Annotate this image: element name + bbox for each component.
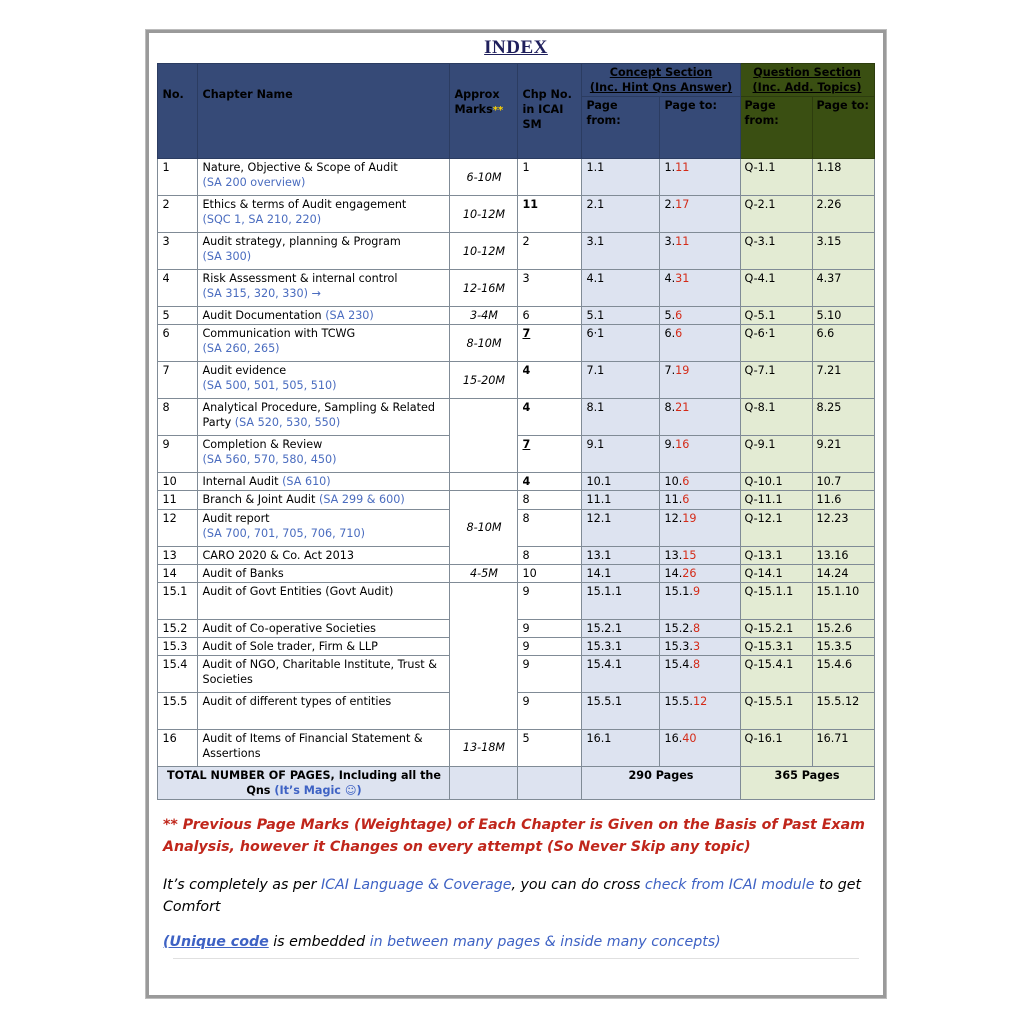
cell-chapter-name: Audit strategy, planning & Program (SA 300): [198, 233, 450, 270]
total-row: [158, 766, 874, 799]
cell-chp-no: 8: [518, 491, 582, 509]
cell-concept-page-to: 15.1.9: [660, 582, 740, 619]
cell-concept-page-from: 3.1: [582, 233, 660, 270]
cell-concept-page-from: 15.5.1: [582, 692, 660, 729]
footer-divider: [173, 958, 859, 959]
cell-approx-marks: 10-12M: [450, 196, 518, 233]
cell-concept-page-from: 15.2.1: [582, 619, 660, 637]
group-header-row: [158, 64, 874, 97]
cell-concept-page-to: 13.15: [660, 546, 740, 564]
cell-concept-page-to: 4.31: [660, 270, 740, 307]
cell-chapter-name: Audit of NGO, Charitable Institute, Trust & Societies: [198, 655, 450, 692]
cell-chapter-name: Internal Audit (SA 610): [198, 473, 450, 491]
cell-concept-page-from: 16.1: [582, 729, 660, 766]
table-row: [158, 270, 874, 307]
cell-question-page-from: Q-7.1: [740, 362, 812, 399]
title-bar: [149, 33, 883, 63]
cell-chapter-name: Audit report (SA 700, 701, 705, 706, 710): [198, 509, 450, 546]
cell-concept-page-to: 15.4.8: [660, 655, 740, 692]
cell-chp-no: 5: [518, 729, 582, 766]
cell-chapter-name: Communication with TCWG (SA 260, 265): [198, 325, 450, 362]
cell-approx-marks: [450, 399, 518, 473]
page-to-red-digits: 3: [692, 639, 701, 653]
cell-question-page-from: Q-15.1.1: [740, 582, 812, 619]
page-to-red-digits: 31: [675, 272, 690, 286]
cell-no: 7: [158, 362, 198, 399]
asterisk-marker: **: [492, 105, 504, 117]
cell-chp-no: 9: [518, 637, 582, 655]
cell-chapter-name: Analytical Procedure, Sampling & Related Party (SA 520, 530, 550): [198, 399, 450, 436]
cell-chapter-name: Audit of Co-operative Societies: [198, 619, 450, 637]
total-label-main: TOTAL NUMBER OF PAGES, Including all the Qns: [166, 768, 441, 798]
cell-no: 15.2: [158, 619, 198, 637]
cell-chapter-name: Audit evidence (SA 500, 501, 505, 510): [198, 362, 450, 399]
cell-chapter-name: Ethics & terms of Audit engagement (SQC 1, SA 210, 220): [198, 196, 450, 233]
cell-question-page-to: 10.7: [812, 473, 874, 491]
cell-question-page-to: 15.2.6: [812, 619, 874, 637]
cell-question-page-from: Q-6·1: [740, 325, 812, 362]
cell-approx-marks: [450, 582, 518, 729]
cell-approx-marks: 8-10M: [450, 491, 518, 564]
cell-approx-marks: 15-20M: [450, 362, 518, 399]
cell-chapter-name: Audit of different types of entities: [198, 692, 450, 729]
sa-reference: (SA 610): [282, 475, 331, 489]
cell-chapter-name: Audit Documentation (SA 230): [198, 307, 450, 325]
cell-chp-no: 2: [518, 233, 582, 270]
cell-chp-no: 4: [518, 399, 582, 436]
cell-chp-no: 7: [518, 436, 582, 473]
header-group-concept-line1: Concept Section: [609, 66, 713, 79]
cell-chp-no: 9: [518, 655, 582, 692]
table-row: [158, 307, 874, 325]
cell-concept-page-to: 14.26: [660, 564, 740, 582]
sa-reference: (SA 300): [202, 250, 252, 264]
header-question-page-from: Page from:: [740, 97, 812, 159]
cell-no: 8: [158, 399, 198, 436]
cell-concept-page-to: 2.17: [660, 196, 740, 233]
note3-unique-code: (Unique code: [163, 934, 269, 951]
cell-chp-no: 8: [518, 509, 582, 546]
table-row: [158, 582, 874, 619]
cell-question-page-to: 15.3.5: [812, 637, 874, 655]
table-row: [158, 729, 874, 766]
cell-chp-no: 8: [518, 546, 582, 564]
table-row: [158, 325, 874, 362]
cell-concept-page-from: 15.1.1: [582, 582, 660, 619]
cell-chp-no: 4: [518, 473, 582, 491]
note2-part3: , you can do cross: [511, 877, 645, 894]
cell-question-page-to: 13.16: [812, 546, 874, 564]
cell-chp-no: 1: [518, 159, 582, 196]
sa-reference: (SA 260, 265): [202, 342, 280, 356]
cell-concept-page-from: 8.1: [582, 399, 660, 436]
cell-concept-page-to: 6.6: [660, 325, 740, 362]
header-group-concept-line2: (Inc. Hint Qns Answer): [589, 81, 733, 95]
notes-section: [149, 800, 883, 953]
table-header: [158, 64, 874, 159]
cell-question-page-from: Q-15.3.1: [740, 637, 812, 655]
cell-chp-no: 7: [518, 325, 582, 362]
cell-question-page-from: Q-13.1: [740, 546, 812, 564]
cell-question-page-from: Q-10.1: [740, 473, 812, 491]
note2-part1: It’s completely as per: [163, 877, 321, 894]
cell-concept-page-to: 16.40: [660, 729, 740, 766]
cell-concept-page-from: 1.1: [582, 159, 660, 196]
cell-concept-page-from: 13.1: [582, 546, 660, 564]
header-chp-no-icai: [518, 64, 582, 159]
cell-approx-marks: 10-12M: [450, 233, 518, 270]
cell-question-page-to: 11.6: [812, 491, 874, 509]
note-icai-coverage: [163, 874, 871, 918]
total-label: [158, 766, 450, 799]
cell-approx-marks: 12-16M: [450, 270, 518, 307]
cell-no: 14: [158, 564, 198, 582]
cell-concept-page-from: 9.1: [582, 436, 660, 473]
cell-concept-page-to: 3.11: [660, 233, 740, 270]
total-label-magic: (It’s Magic ☺): [274, 784, 362, 798]
page-to-red-digits: 21: [675, 401, 690, 415]
table-body: [158, 159, 874, 800]
sa-reference: (SA 315, 320, 330) →: [202, 287, 321, 301]
cell-no: 16: [158, 729, 198, 766]
page-to-red-digits: 8: [692, 621, 701, 635]
cell-question-page-from: Q-15.2.1: [740, 619, 812, 637]
note-unique-code: [163, 931, 871, 953]
cell-question-page-from: Q-15.5.1: [740, 692, 812, 729]
page-to-red-digits: 11: [675, 235, 690, 249]
cell-question-page-to: 15.1.10: [812, 582, 874, 619]
cell-question-page-to: 1.18: [812, 159, 874, 196]
cell-approx-marks: 13-18M: [450, 729, 518, 766]
sa-reference: (SA 500, 501, 505, 510): [202, 379, 337, 393]
cell-concept-page-to: 15.2.8: [660, 619, 740, 637]
cell-chapter-name: Risk Assessment & internal control (SA 315, 320, 330) →: [198, 270, 450, 307]
cell-chp-no: 6: [518, 307, 582, 325]
cell-approx-marks: 4-5M: [450, 564, 518, 582]
cell-question-page-from: Q-2.1: [740, 196, 812, 233]
page-to-red-digits: 16: [675, 438, 690, 452]
cell-chapter-name: Completion & Review (SA 560, 570, 580, 450): [198, 436, 450, 473]
sa-reference: (SA 299 & 600): [318, 493, 405, 507]
cell-approx-marks: 6-10M: [450, 159, 518, 196]
page-to-red-digits: 6: [682, 493, 690, 507]
page-to-red-digits: 17: [675, 198, 690, 212]
cell-question-page-to: 6.6: [812, 325, 874, 362]
page-to-red-digits: 19: [682, 511, 697, 525]
cell-concept-page-to: 1.11: [660, 159, 740, 196]
note2-part5: to get Comfort: [163, 877, 862, 916]
cell-no: 13: [158, 546, 198, 564]
cell-chapter-name: Audit of Sole trader, Firm & LLP: [198, 637, 450, 655]
cell-concept-page-to: 9.16: [660, 436, 740, 473]
cell-concept-page-from: 7.1: [582, 362, 660, 399]
cell-question-page-to: 2.26: [812, 196, 874, 233]
header-no: [158, 64, 198, 159]
table-row: [158, 233, 874, 270]
cell-question-page-from: Q-5.1: [740, 307, 812, 325]
cell-chp-no: 9: [518, 582, 582, 619]
header-group-question: [740, 64, 874, 97]
document-page: [146, 30, 886, 998]
header-concept-page-to: Page to:: [660, 97, 740, 159]
header-group-concept: [582, 64, 740, 97]
cell-no: 15.1: [158, 582, 198, 619]
cell-question-page-from: Q-15.4.1: [740, 655, 812, 692]
page-to-red-digits: 40: [682, 731, 697, 745]
cell-concept-page-to: 15.3.3: [660, 637, 740, 655]
cell-chapter-name: CARO 2020 & Co. Act 2013: [198, 546, 450, 564]
page-to-red-digits: 11: [675, 161, 690, 175]
cell-question-page-from: Q-11.1: [740, 491, 812, 509]
cell-concept-page-from: 12.1: [582, 509, 660, 546]
cell-question-page-to: 15.4.6: [812, 655, 874, 692]
cell-question-page-to: 12.23: [812, 509, 874, 546]
page-to-red-digits: 6: [682, 475, 690, 489]
cell-question-page-from: Q-3.1: [740, 233, 812, 270]
cell-no: 11: [158, 491, 198, 509]
note3-part3: in between many pages & inside many concepts): [369, 934, 721, 951]
cell-concept-page-from: 10.1: [582, 473, 660, 491]
cell-concept-page-to: 12.19: [660, 509, 740, 546]
header-approx-marks: [450, 64, 518, 159]
table-row: [158, 473, 874, 491]
cell-question-page-from: Q-1.1: [740, 159, 812, 196]
note3-part2: is embedded: [268, 934, 370, 951]
cell-question-page-to: 14.24: [812, 564, 874, 582]
header-chp-no-icai-label: Chp No. in ICAI SM: [522, 88, 572, 132]
cell-concept-page-from: 2.1: [582, 196, 660, 233]
cell-chapter-name: Audit of Items of Financial Statement & Assertions: [198, 729, 450, 766]
table-row: [158, 196, 874, 233]
cell-no: 9: [158, 436, 198, 473]
cell-concept-page-from: 15.4.1: [582, 655, 660, 692]
cell-concept-page-from: 4.1: [582, 270, 660, 307]
total-concept-pages: 290 Pages: [582, 766, 740, 799]
cell-chapter-name: Audit of Banks: [198, 564, 450, 582]
sa-reference: (SA 230): [325, 309, 374, 323]
cell-question-page-to: 3.15: [812, 233, 874, 270]
table-row: [158, 399, 874, 436]
cell-no: 6: [158, 325, 198, 362]
page-to-red-digits: 8: [692, 657, 701, 671]
cell-no: 5: [158, 307, 198, 325]
cell-question-page-to: 5.10: [812, 307, 874, 325]
cell-concept-page-to: 7.19: [660, 362, 740, 399]
cell-concept-page-to: 8.21: [660, 399, 740, 436]
note2-highlight-language: ICAI Language & Coverage: [320, 877, 512, 894]
cell-no: 15.3: [158, 637, 198, 655]
cell-concept-page-from: 5.1: [582, 307, 660, 325]
cell-concept-page-from: 15.3.1: [582, 637, 660, 655]
cell-approx-marks: 8-10M: [450, 325, 518, 362]
cell-chp-no: 10: [518, 564, 582, 582]
cell-chp-no: 3: [518, 270, 582, 307]
table-row: [158, 362, 874, 399]
index-table: [157, 63, 874, 800]
cell-question-page-from: Q-8.1: [740, 399, 812, 436]
cell-concept-page-to: 5.6: [660, 307, 740, 325]
cell-question-page-to: 15.5.12: [812, 692, 874, 729]
cell-no: 1: [158, 159, 198, 196]
cell-no: 15.4: [158, 655, 198, 692]
cell-no: 2: [158, 196, 198, 233]
cell-question-page-from: Q-12.1: [740, 509, 812, 546]
total-chp-empty: [518, 766, 582, 799]
sa-reference: (SA 700, 701, 705, 706, 710): [202, 526, 365, 540]
header-group-question-line2: (Inc. Add. Topics): [752, 81, 862, 95]
cell-question-page-from: Q-9.1: [740, 436, 812, 473]
sa-reference: (SA 560, 570, 580, 450): [202, 453, 337, 467]
sa-reference: (SA 520, 530, 550): [234, 416, 341, 430]
cell-question-page-to: 16.71: [812, 729, 874, 766]
cell-question-page-to: 4.37: [812, 270, 874, 307]
cell-chp-no: 4: [518, 362, 582, 399]
header-no-label: No.: [162, 88, 184, 101]
cell-approx-marks: 3-4M: [450, 307, 518, 325]
cell-concept-page-from: 11.1: [582, 491, 660, 509]
total-question-pages: 365 Pages: [740, 766, 874, 799]
page-to-red-digits: 9: [692, 584, 701, 598]
page-to-red-digits: 15: [682, 548, 697, 562]
note2-highlight-module: check from ICAI module: [644, 877, 815, 894]
header-chapter-name-label: Chapter Name: [202, 88, 293, 101]
cell-chp-no: 9: [518, 619, 582, 637]
cell-question-page-from: Q-16.1: [740, 729, 812, 766]
cell-question-page-from: Q-4.1: [740, 270, 812, 307]
page-to-red-digits: 12: [692, 694, 708, 708]
page-to-red-digits: 6: [675, 327, 683, 341]
note-marks-disclaimer: ** Previous Page Marks (Weightage) of Each Chapter is Given on the Basis of Past Exam Analysis, however it Changes on every attempt (So Never Skip any topic): [163, 817, 865, 856]
table-row: [158, 564, 874, 582]
table-row: [158, 491, 874, 509]
cell-no: 12: [158, 509, 198, 546]
sa-reference: (SA 200 overview): [202, 176, 306, 190]
cell-no: 15.5: [158, 692, 198, 729]
page-to-red-digits: 6: [675, 309, 683, 323]
header-chapter-name: [198, 64, 450, 159]
header-approx-marks-label: Approx Marks: [454, 88, 500, 117]
cell-question-page-to: 9.21: [812, 436, 874, 473]
page-to-red-digits: 26: [682, 566, 697, 580]
cell-chp-no: 9: [518, 692, 582, 729]
cell-concept-page-to: 11.6: [660, 491, 740, 509]
cell-question-page-from: Q-14.1: [740, 564, 812, 582]
cell-concept-page-from: 14.1: [582, 564, 660, 582]
header-question-page-to: Page to:: [812, 97, 874, 159]
cell-question-page-to: 8.25: [812, 399, 874, 436]
cell-concept-page-to: 10.6: [660, 473, 740, 491]
page-to-red-digits: 19: [675, 364, 690, 378]
cell-no: 10: [158, 473, 198, 491]
cell-no: 3: [158, 233, 198, 270]
cell-chapter-name: Audit of Govt Entities (Govt Audit): [198, 582, 450, 619]
page-title: INDEX: [484, 37, 548, 58]
cell-question-page-to: 7.21: [812, 362, 874, 399]
total-marks-empty: [450, 766, 518, 799]
header-group-question-line1: Question Section: [753, 66, 861, 79]
sa-reference: (SQC 1, SA 210, 220): [202, 213, 322, 227]
table-row: [158, 159, 874, 196]
cell-concept-page-from: 6·1: [582, 325, 660, 362]
cell-no: 4: [158, 270, 198, 307]
cell-chapter-name: Nature, Objective & Scope of Audit (SA 200 overview): [198, 159, 450, 196]
header-concept-page-from: Page from:: [582, 97, 660, 159]
cell-approx-marks: [450, 473, 518, 491]
cell-concept-page-to: 15.5.12: [660, 692, 740, 729]
cell-chapter-name: Branch & Joint Audit (SA 299 & 600): [198, 491, 450, 509]
cell-chp-no: 11: [518, 196, 582, 233]
